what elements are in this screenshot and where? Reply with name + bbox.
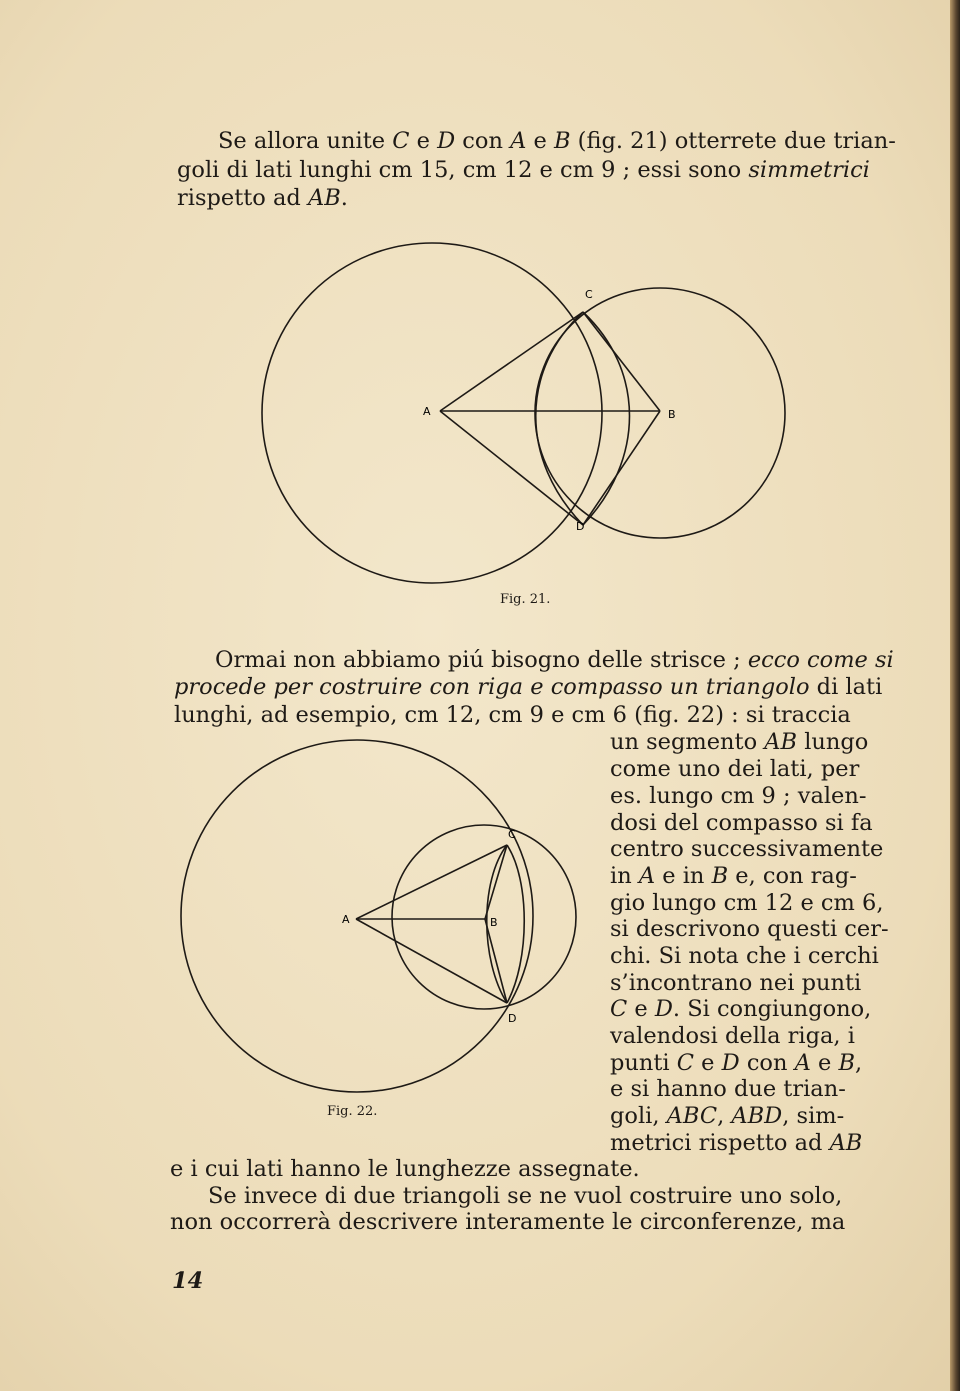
fig21-label-b: B [668,408,676,421]
fig21-arc-from-c-to-d-right [583,312,630,525]
fig22-circle-a [181,740,533,1092]
column-line: valendosi della riga, i [610,1023,855,1049]
paragraph-1-line-1: Se allora unite C e D con A e B (fig. 21) otterrete due trian- [218,128,896,154]
paragraph-2-line-3: lunghi, ad esempio, cm 12, cm 9 e cm 6 (fig. 22) : si traccia [174,702,851,728]
fig22-circle-b [392,825,576,1009]
column-line: goli, ABC, ABD, sim- [610,1103,845,1129]
column-line: chi. Si nota che i cerchi [610,943,879,969]
fig21-segment-ad [440,411,583,525]
paragraph-2-line-2: procede per costruire con riga e compasso un triangolo di lati [174,674,883,700]
column-line: C e D. Si congiungono, [610,996,872,1022]
fig22-segment-bd [485,919,507,1003]
fig21-label-a: A [423,405,431,418]
paragraph-3-line-1: Se invece di due triangoli se ne vuol costruire uno solo, [208,1183,843,1209]
fig22-segment-ac [356,845,507,919]
fig22-label-c: C [508,828,516,841]
fig22-label-b: B [490,916,498,929]
column-line: punti C e D con A e B, [610,1050,863,1076]
figure-22-caption: Fig. 22. [327,1104,378,1119]
paragraph-1-line-2: goli di lati lunghi cm 15, cm 12 e cm 9 ; essi sono simmetrici [177,157,870,183]
paragraph-3-line-2: non occorrerà descrivere interamente le circonferenze, ma [170,1209,846,1235]
column-line: come uno dei lati, per [610,756,860,782]
column-line: un segmento AB lungo [610,729,869,755]
paragraph-2-line-1: Ormai non abbiamo piú bisogno delle strisce ; ecco come si [215,647,894,673]
figure-22 [181,740,576,1092]
column-line: centro successivamente [610,836,884,862]
fig21-circle-a [262,243,602,583]
column-line: es. lungo cm 9 ; valen- [610,783,867,809]
fig22-segment-ad [356,919,507,1003]
figure-21-caption: Fig. 21. [500,592,551,607]
column-line: s’incontrano nei punti [610,970,862,996]
column-line: dosi del compasso si fa [610,810,873,836]
page-number: 14 [172,1268,204,1294]
fig22-segment-bc [485,845,507,919]
column-line: e si hanno due trian- [610,1076,846,1102]
paragraph-2-last-line: e i cui lati hanno le lunghezze assegnate. [170,1156,640,1182]
fig21-label-d: D [576,520,585,533]
fig21-circle-b [535,288,785,538]
fig21-segment-bd [583,411,660,525]
fig22-label-d: D [508,1012,517,1025]
fig22-label-a: A [342,913,350,926]
column-line: gio lungo cm 12 e cm 6, [610,890,884,916]
fig21-label-c: C [585,288,593,301]
column-line: in A e in B e, con rag- [610,863,857,889]
paragraph-1-line-3: rispetto ad AB. [177,185,348,211]
column-line: metrici rispetto ad AB [610,1130,863,1156]
column-line: si descrivono questi cer- [610,916,889,942]
fig21-segment-ac [440,312,583,411]
